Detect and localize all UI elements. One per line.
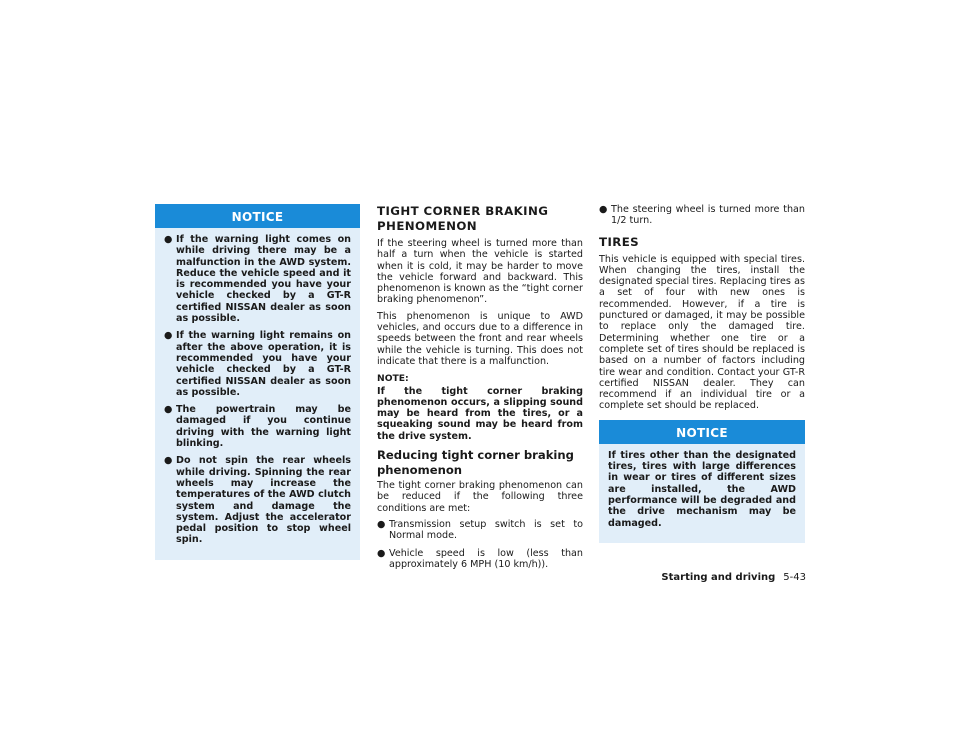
bullet-icon: ● <box>164 330 173 342</box>
page-number: 5-43 <box>783 572 806 583</box>
sub-heading-reducing: Reducing tight corner braking phenomenon <box>377 448 574 478</box>
body-paragraph: If the steering wheel is turned more than half a turn when the vehicle is started when it is cold, it may be harder to move the vehicle forward and backward. This phenomenon is known as the “tight corner braking phenomenon”. <box>377 238 583 306</box>
left-column <box>155 204 360 560</box>
middle-column <box>377 204 583 576</box>
notice-item <box>164 404 351 449</box>
notice-box-awd-warning <box>155 204 360 560</box>
notice-text: If tires other than the designated tires, tires with large differences in wear or tires of different sizes are installed, the AWD performance will be degraded and the drive mechanism may be damaged. <box>608 449 796 529</box>
bullet-icon: ● <box>164 234 173 245</box>
condition-item <box>599 204 805 227</box>
notice-heading: NOTICE <box>155 204 360 228</box>
bullet-icon: ● <box>164 455 173 467</box>
notice-item-text: The powertrain may be damaged if you continue driving with the warning light blinking. <box>176 404 351 450</box>
bullet-icon: ● <box>377 547 386 559</box>
notice-body <box>155 228 360 546</box>
note-label: NOTE: <box>377 373 409 385</box>
notice-item-text: If the warning light comes on while driving there may be a malfunction in the AWD system. Reduce the vehicle speed and it is recommended you have your vehicle checked by a GT-R certified NISSAN dealer as soon as possible. <box>176 234 351 325</box>
page-footer <box>640 572 806 584</box>
condition-item <box>377 548 583 571</box>
notice-item <box>164 234 351 324</box>
condition-text: Transmission setup switch is set to Normal mode. <box>389 518 583 542</box>
notice-item-text: If the warning light remains on after the above operation, it is recommended you have your vehicle checked by a GT-R certified NISSAN dealer as soon as possible. <box>176 330 351 398</box>
condition-item <box>377 519 583 542</box>
bullet-icon: ● <box>377 518 386 530</box>
footer-section-title: Starting and driving <box>661 572 776 583</box>
section-heading-tight-corner: TIGHT CORNER BRAKING PHENOMENON <box>377 204 549 233</box>
notice-body <box>599 444 805 529</box>
section-heading-tires: TIRES <box>599 234 640 249</box>
notice-heading: NOTICE <box>599 420 805 444</box>
note-text: If the tight corner braking phenomenon occurs, a slipping sound may be heard from the tires, or a squeaking sound may be heard from the drive system. <box>377 385 583 442</box>
body-paragraph: The tight corner braking phenomenon can be reduced if the following three conditions are met: <box>377 480 583 514</box>
body-paragraph: This vehicle is equipped with special tires. When changing the tires, install the designated special tires. Replacing tires as a set of four with new ones is recommended. However, if a tire is punctured or damaged, it may be possible to replace only the damaged tire. Determining whether one tire or a complete set of tires should be replaced is based on a number of factors including tire wear and condition. Contact your GT-R certified NISSAN dealer. They can recommend if an individual tire or a complete set should be replaced. <box>599 253 805 412</box>
notice-box-tires <box>599 420 805 543</box>
notice-item-text: Do not spin the rear wheels while driving. Spinning the rear wheels may increase the temperatures of the AWD clutch system and damage the system. Adjust the accelerator pedal position to stop wheel spin. <box>176 455 351 546</box>
bullet-icon: ● <box>164 404 173 416</box>
right-column <box>599 204 805 543</box>
notice-item <box>164 330 351 398</box>
condition-text: Vehicle speed is low (less than approximately 6 MPH (10 km/h)). <box>389 547 583 570</box>
bullet-icon: ● <box>599 204 608 215</box>
notice-item <box>164 455 351 545</box>
condition-text: The steering wheel is turned more than 1/2 turn. <box>611 204 805 227</box>
body-paragraph: This phenomenon is unique to AWD vehicles, and occurs due to a difference in speeds between the front and rear wheels while the vehicle is turning. This does not indicate that there is a malfunction. <box>377 310 583 367</box>
